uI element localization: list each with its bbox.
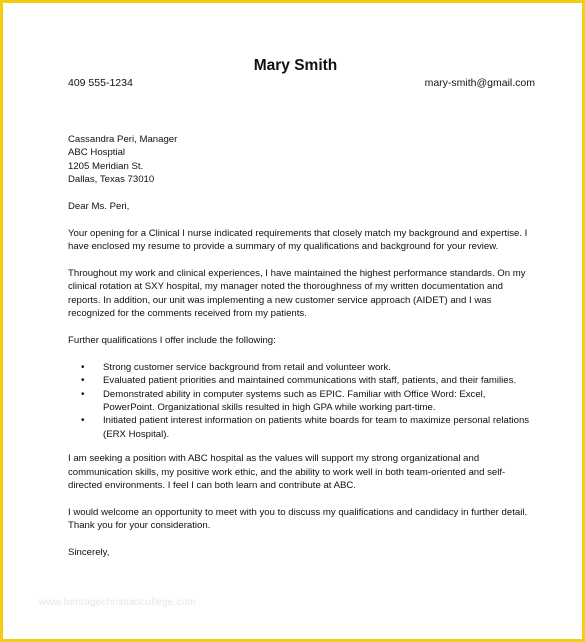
list-item [68,361,538,374]
recipient-address [68,133,538,187]
salutation: Dear Ms. Peri, [68,201,130,213]
list-item [68,388,538,415]
bullet-icon: • [81,388,85,400]
applicant-phone: 409 555-1234 [68,77,133,89]
qualifications-intro: Further qualifications I offer include the following: [68,335,276,347]
recipient-name-line: Cassandra Peri, Manager [68,134,178,145]
closing-paragraph: I would welcome an opportunity to meet with you to discuss my qualifications and candidacy in further detail. Thank you for your consideration. [68,506,528,532]
signoff: Sincerely, [68,547,110,559]
applicant-name: Mary Smith [253,57,338,74]
qualification-text: Evaluated patient priorities and maintained communications with staff, patients, and their families. [103,375,517,387]
qualifications-list [68,361,538,441]
applicant-email: mary-smith@gmail.com [424,77,535,89]
letter-body [68,133,538,573]
opening-paragraph: Your opening for a Clinical I nurse indicated requirements that closely match my background and expertise. I have enclosed my resume to provide a summary of my qualifications and background for your review. [68,227,528,253]
seeking-paragraph: I am seeking a position with ABC hospital as the values will support my strong organizational and communication skills, my positive work ethic, and the ability to work well in both team-oriented and self-directed environments. I feel I can both learn and contribute at ABC. [68,453,506,492]
qualification-text: Demonstrated ability in computer systems such as EPIC. Familiar with Office Word: Excel, PowerPoint. Organizational skills resulted in high GPA while working part-time. [103,388,486,414]
list-item [68,414,538,441]
cover-letter-page [6,6,585,642]
bullet-icon: • [81,375,85,387]
bullet-icon: • [81,415,85,427]
bullet-icon: • [81,361,85,373]
experience-paragraph: Throughout my work and clinical experiences, I have maintained the highest performance standards. On my clinical rotation at SXY hospital, my manager noted the thoroughness of my written documentation and reports. In addition, our unit was implementing a new customer service approach (AIDET) and I was recognized for the comments received from my patients. [68,268,526,320]
recipient-city-line: Dallas, Texas 73010 [68,174,155,186]
qualification-text: Strong customer service background from retail and volunteer work. [103,361,391,373]
watermark-text: www.heritagechristiancollege.com [39,597,197,608]
recipient-street-line: 1205 Meridian St. [68,160,144,172]
qualification-text: Initiated patient interest information on patients white boards for team to maximize personal relations (ERX Hospital). [103,415,530,440]
list-item [68,374,538,387]
recipient-organization-line: ABC Hosptial [68,147,126,159]
